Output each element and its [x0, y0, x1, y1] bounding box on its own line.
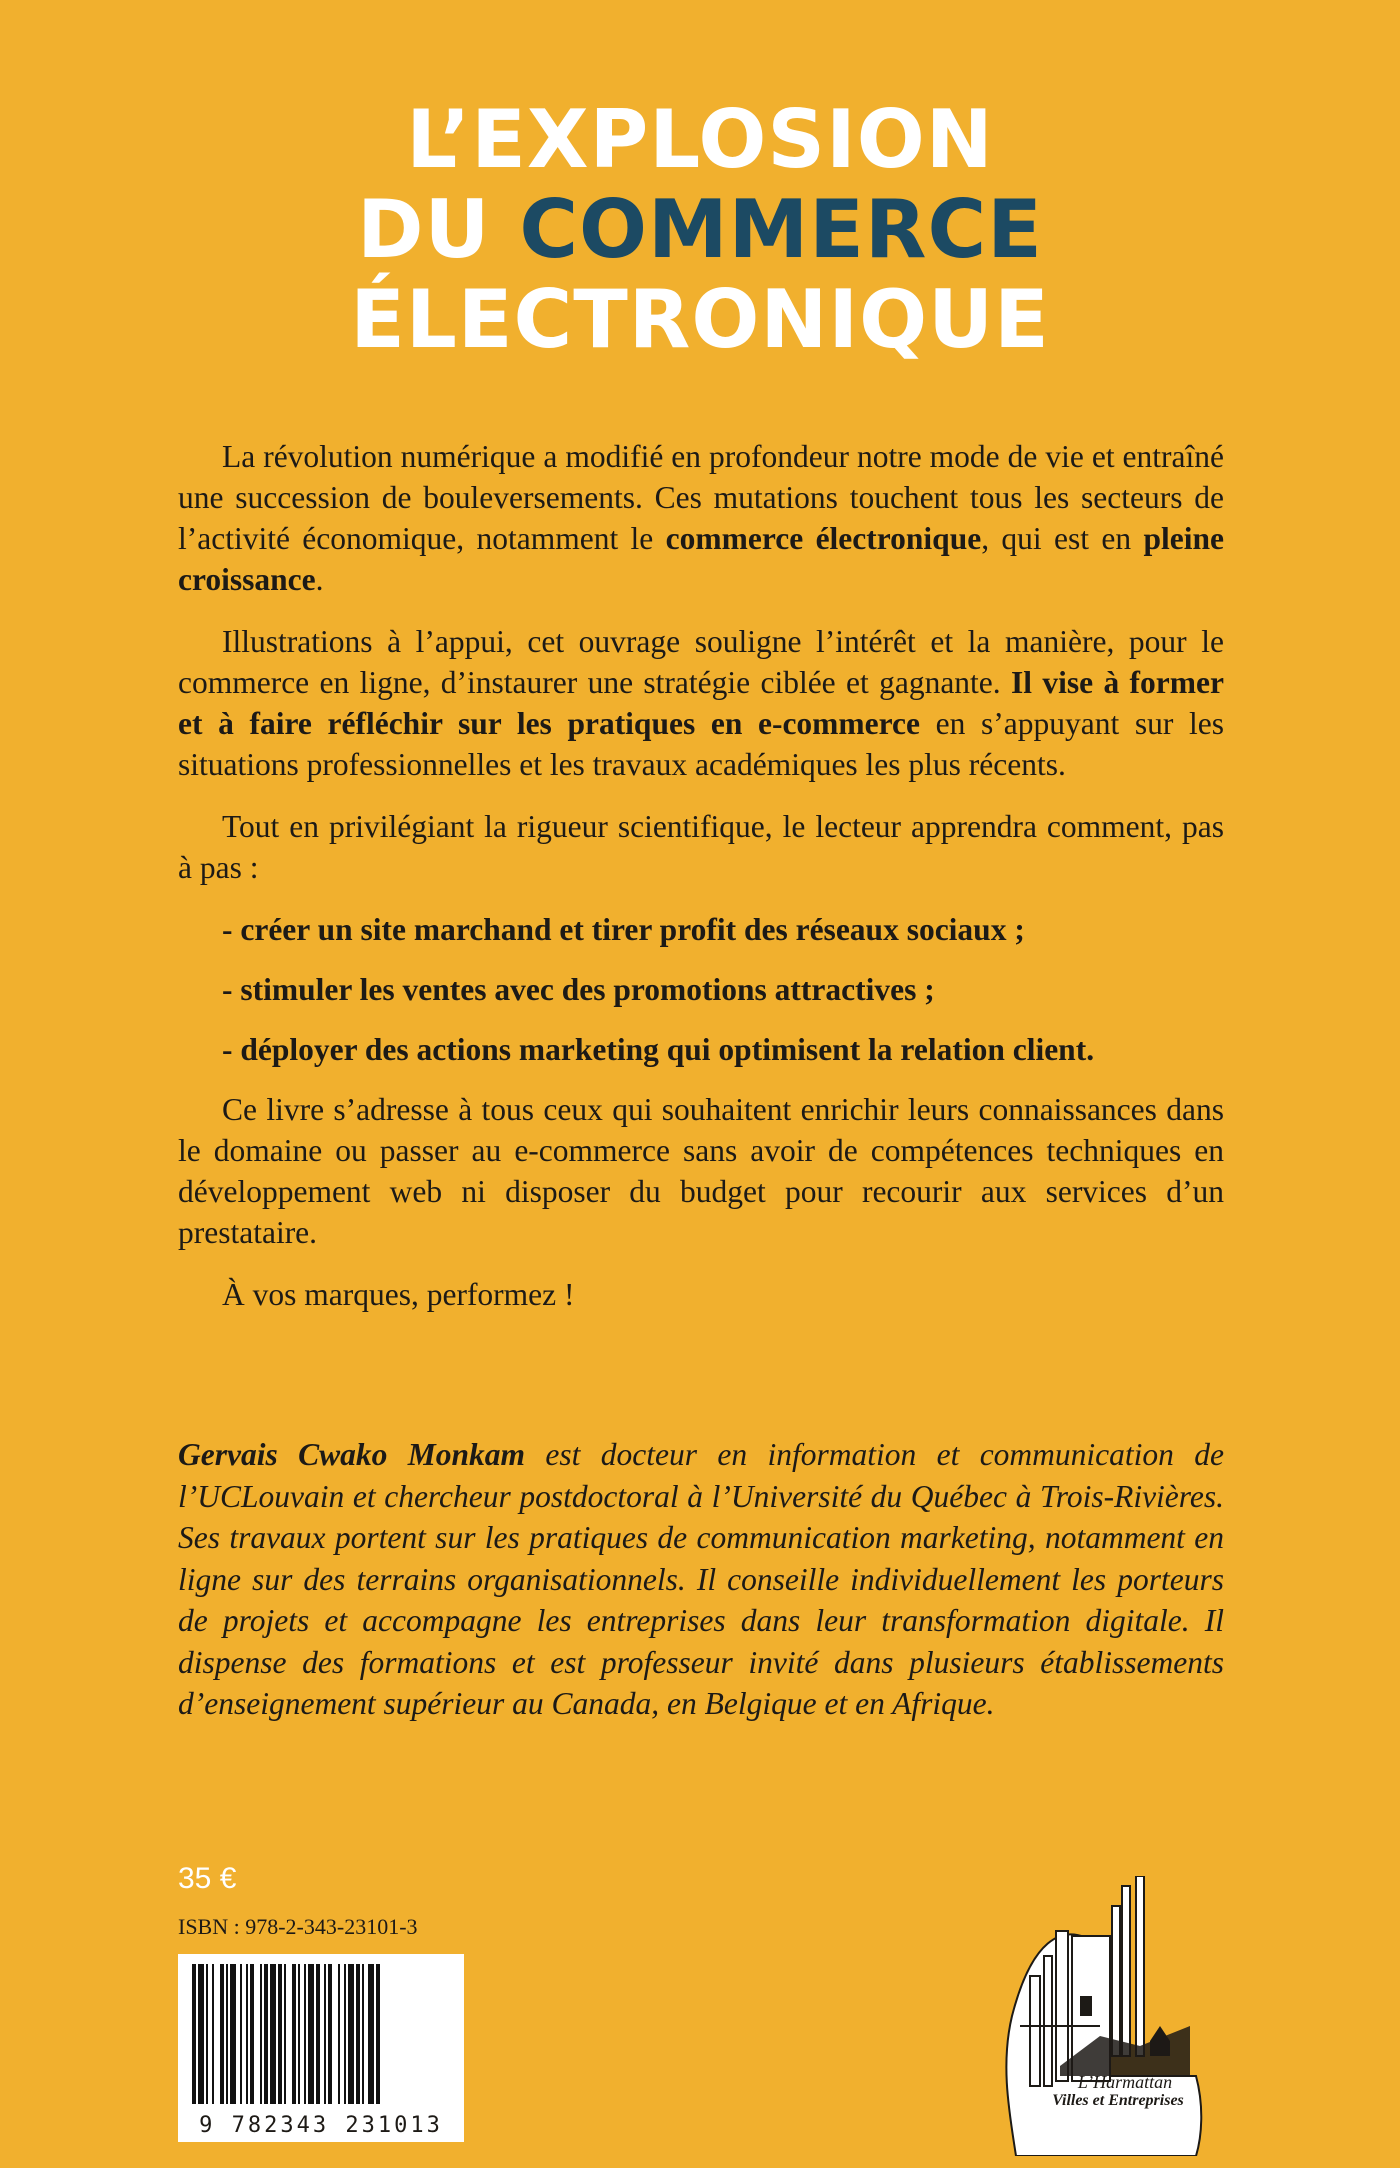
collection-name: Villes et Entreprises — [1052, 2092, 1184, 2109]
barcode-digits: 9 782343 231013 — [199, 2113, 443, 2138]
barcode-bar — [250, 1964, 254, 2104]
author-name: Gervais Cwako Monkam — [178, 1437, 526, 1472]
barcode-bar — [198, 1964, 204, 2104]
barcode-bar — [348, 1964, 354, 2104]
publisher-name: L’Harmattan — [1077, 2072, 1173, 2092]
barcode-bar — [220, 1964, 224, 2104]
author-bio — [178, 1434, 1224, 1725]
barcode-bar — [192, 1964, 196, 2104]
paragraph-purpose — [178, 621, 1224, 785]
barcode-bar — [230, 1964, 236, 2104]
city-skyline-icon — [1000, 1876, 1210, 2156]
barcode-bar — [328, 1964, 332, 2104]
barcode-bar — [338, 1964, 340, 2104]
barcode-bar — [304, 1964, 306, 2104]
author-bio-text: est docteur en information et communication de l’UCLouvain et chercheur postdoctoral à l’Université du Québec à Trois-Rivières. Ses travaux portent sur les pratiques de communication marketing, notamment en ligne sur des terrains organisationnels. Il conseille individuellement les porteurs de projets et accompagne les entreprises dans leur transformation digitale. Il dispense des formations et est professeur invité dans plusieurs établissements d’enseignement supérieur au Canada, en Belgique et en Afrique. — [178, 1437, 1225, 1721]
barcode-bar — [292, 1964, 296, 2104]
barcode-bar — [344, 1964, 346, 2104]
barcode-bar — [260, 1964, 262, 2104]
emphasis: Il vise à former et à faire réfléchir sur les pratiques en e-commerce — [178, 665, 1224, 741]
barcode-bar — [264, 1964, 268, 2104]
barcode-bar — [278, 1964, 282, 2104]
publisher-logo — [1000, 1876, 1210, 2156]
barcode-bar — [324, 1964, 326, 2104]
text-span: Illustrations à l’appui, cet ouvrage souligne l’intérêt et la manière, pour le commerce en ligne, d’instaurer une stratégie ciblée et gagnante. — [178, 624, 1224, 700]
barcode-bar — [376, 1964, 380, 2104]
barcode-bar — [212, 1964, 214, 2104]
text-span: . — [315, 562, 324, 597]
back-cover-blurb — [178, 436, 1224, 1336]
barcode-bar — [284, 1964, 286, 2104]
title-line-1: L’EXPLOSION — [406, 93, 994, 186]
barcode-bar — [206, 1964, 208, 2104]
title-accent-word: COMMERCE — [519, 183, 1043, 276]
paragraph-closing: À vos marques, performez ! — [222, 1277, 575, 1312]
bullet-item: - créer un site marchand et tirer profit des réseaux sociaux ; — [222, 912, 1025, 947]
title-line-2-prefix: DU — [357, 183, 520, 276]
book-title — [0, 95, 1400, 365]
emphasis: commerce électronique — [665, 521, 982, 556]
title-line-2 — [0, 185, 1400, 275]
bullet-item: - stimuler les ventes avec des promotions attractives ; — [222, 972, 935, 1007]
isbn: ISBN : 978-2-343-23101-3 — [178, 1914, 418, 1939]
barcode-bar — [316, 1964, 320, 2104]
price: 35 € — [178, 1862, 237, 1895]
barcode-bar — [298, 1964, 300, 2104]
barcode-bar — [226, 1964, 228, 2104]
bullet-item: - déployer des actions marketing qui optimisent la relation client. — [222, 1032, 1095, 1067]
barcode-bar — [362, 1964, 364, 2104]
title-line-3: ÉLECTRONIQUE — [350, 273, 1050, 366]
emphasis: pleine croissance — [178, 521, 1224, 597]
barcode-bars — [188, 1964, 454, 2104]
text-span: La révolution numérique a modifié en profondeur notre mode de vie et entraîné une succession de bouleversements. Ces mutations touchent tous les secteurs de l’activité économique, notamment le — [178, 439, 1224, 556]
paragraph-intro — [178, 436, 1224, 600]
barcode-bar — [356, 1964, 360, 2104]
paragraph-lead-in: Tout en privilégiant la rigueur scientifique, le lecteur apprendra comment, pas à pas : — [178, 809, 1224, 885]
barcode-bar — [270, 1964, 276, 2104]
text-span: en s’appuyant sur les situations professionnelles et les travaux académiques les plus récents. — [178, 706, 1224, 782]
barcode-bar — [246, 1964, 248, 2104]
barcode — [178, 1954, 464, 2142]
barcode-bar — [308, 1964, 314, 2104]
barcode-bar — [368, 1964, 374, 2104]
paragraph-audience: Ce livre s’adresse à tous ceux qui souhaitent enrichir leurs connaissances dans le domaine ou passer au e-commerce sans avoir de compétences techniques en développement web ni disposer du budget pour recourir aux services d’un prestataire. — [178, 1092, 1224, 1250]
text-span: , qui est en — [981, 521, 1144, 556]
barcode-bar — [240, 1964, 242, 2104]
